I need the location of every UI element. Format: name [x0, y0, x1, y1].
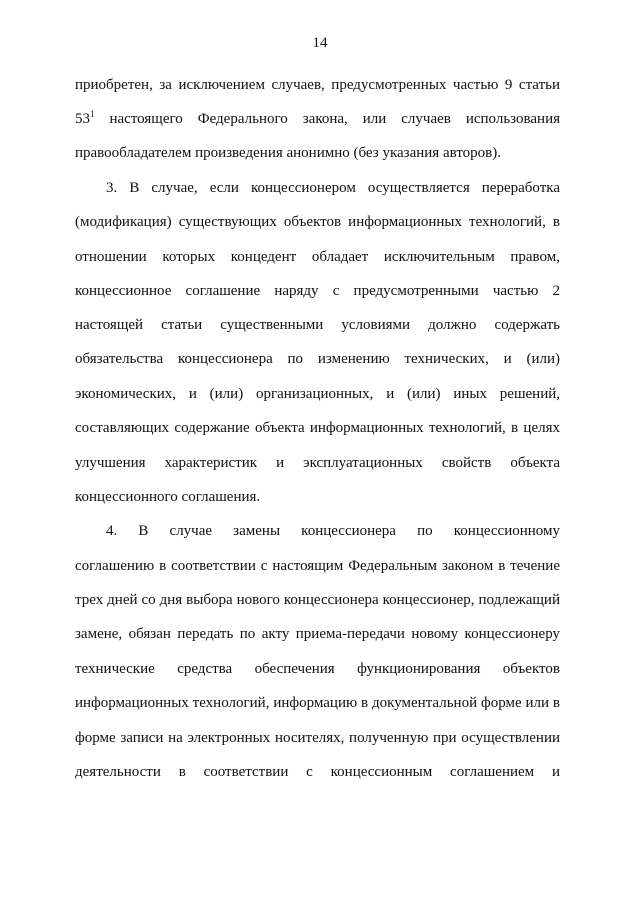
text-line: приобретен, за исключением случаев, предусмотренных частью 9 статьи — [75, 77, 560, 93]
text-line: (модификация) существующих объектов информационных технологий, в — [75, 214, 560, 230]
text-line: отношении которых концедент обладает исключительным правом, — [75, 249, 560, 265]
text-line: обязательства концессионера по изменению технических, и (или) — [75, 351, 560, 367]
text-line: настоящей статьи существенными условиями должно содержать — [75, 317, 560, 333]
text-line-with-superscript — [75, 110, 560, 128]
text-line: концессионного соглашения. — [75, 489, 261, 505]
text-line-rest: настоящего Федерального закона, или случаев использования — [94, 111, 560, 127]
text-line: информационных технологий, информацию в документальной форме или в — [75, 695, 560, 711]
text-line: замене, обязан передать по акту приема-передачи новому концессионеру — [75, 626, 560, 642]
text-line: улучшения характеристик и эксплуатационных свойств объекта — [75, 455, 560, 471]
paragraph-3-start: 3. В случае, если концессионером осуществляется переработка — [106, 180, 560, 196]
text-line: правообладателем произведения анонимно (без указания авторов). — [75, 145, 502, 161]
text-line: экономических, и (или) организационных, и (или) иных решений, — [75, 386, 560, 402]
article-number: 53 — [75, 111, 90, 127]
page-number: 14 — [312, 35, 328, 51]
text-line: деятельности в соответствии с концессионным соглашением и — [75, 764, 560, 780]
text-line: форме записи на электронных носителях, полученную при осуществлении — [75, 730, 560, 746]
text-line: концессионное соглашение наряду с предусмотренными частью 2 — [75, 283, 560, 299]
text-line: соглашению в соответствии с настоящим Федеральным законом в течение — [75, 558, 560, 574]
text-line: трех дней со дня выбора нового концессионера концессионер, подлежащий — [75, 592, 560, 608]
text-line: составляющих содержание объекта информационных технологий, в целях — [75, 420, 560, 436]
text-line: технические средства обеспечения функционирования объектов — [75, 661, 560, 677]
article-superscript: 1 — [90, 109, 95, 119]
paragraph-4-start: 4. В случае замены концессионера по концессионному — [106, 523, 560, 539]
